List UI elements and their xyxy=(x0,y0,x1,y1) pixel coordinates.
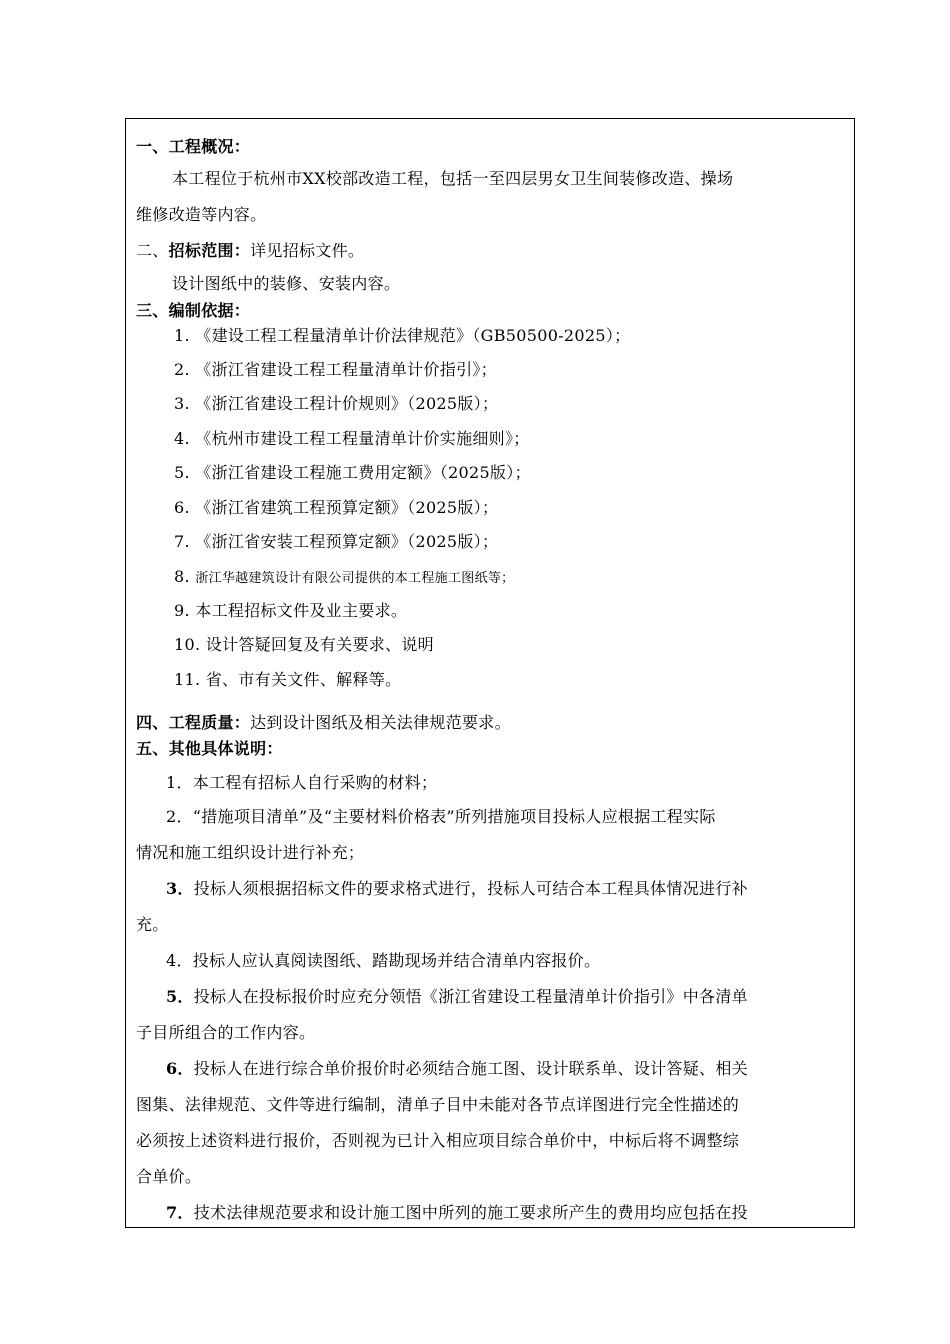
section-1-heading: 一、工程概况： xyxy=(136,137,251,156)
basis-item-text: 《建设工程工程量清单计价法律规范》（GB50500-2025）； xyxy=(195,326,631,345)
note-item-3 xyxy=(166,879,748,899)
basis-item-10 xyxy=(174,635,434,655)
note-item-6-continuation-1: 图集、法律规范、文件等进行编制，清单子目中未能对各节点详图进行完全性描述的 xyxy=(136,1095,740,1114)
note-item-2 xyxy=(166,807,716,827)
note-item-6-continuation-3: 合单价。 xyxy=(136,1167,202,1186)
document-frame xyxy=(125,118,855,1228)
basis-item-text: 《浙江省建设工程计价规则》（2025版）； xyxy=(195,394,499,413)
note-item-text: 技术法律规范要求和设计施工图中所列的施工要求所产生的费用均应包括在投 xyxy=(193,1203,748,1222)
note-item-number: 6． xyxy=(166,1059,194,1078)
section-1-paragraph-line-2: 维修改造等内容。 xyxy=(136,205,267,224)
note-item-text: 投标人在进行综合单价报价时必须结合施工图、设计联系单、设计答疑、相关 xyxy=(193,1059,748,1078)
basis-item-text: 《浙江省建设工程施工费用定额》（2025版）； xyxy=(195,463,531,482)
section-2-text: 详见招标文件。 xyxy=(250,241,365,260)
note-item-number: 7． xyxy=(166,1203,194,1222)
note-item-5 xyxy=(166,987,748,1007)
note-item-4 xyxy=(166,951,600,971)
note-item-5-continuation: 子目所组合的工作内容。 xyxy=(136,1023,316,1042)
note-item-2-continuation: 情况和施工组织设计进行补充； xyxy=(136,843,365,862)
basis-item-number: 5. xyxy=(174,463,190,482)
section-2-number: 二、 xyxy=(136,241,169,260)
note-item-text: 本工程有招标人自行采购的材料； xyxy=(192,773,438,792)
basis-item-text: 浙江华越建筑设计有限公司提供的本工程施工图纸等； xyxy=(195,571,515,586)
basis-item-8 xyxy=(174,567,514,589)
section-4-heading: 四、工程质量： xyxy=(136,713,251,732)
note-item-text: 投标人须根据招标文件的要求格式进行，投标人可结合本工程具体情况进行补 xyxy=(193,879,748,898)
note-item-6-continuation-2: 必须按上述资料进行报价，否则视为已计入相应项目综合单价中，中标后将不调整综 xyxy=(136,1131,740,1150)
basis-item-number: 1. xyxy=(174,326,190,345)
note-item-1 xyxy=(166,773,437,793)
basis-item-number: 10. xyxy=(174,635,201,654)
basis-item-number: 11. xyxy=(174,670,201,689)
note-item-6 xyxy=(166,1059,748,1079)
basis-item-text: 设计答疑回复及有关要求、说明 xyxy=(205,635,434,654)
note-item-text: “措施项目清单”及“主要材料价格表”所列措施项目投标人应根据工程实际 xyxy=(192,807,716,826)
basis-item-text: 本工程招标文件及业主要求。 xyxy=(195,601,408,620)
note-item-text: 投标人应认真阅读图纸、踏勘现场并结合清单内容报价。 xyxy=(192,951,601,970)
basis-item-number: 4. xyxy=(174,429,190,448)
section-2-paragraph: 设计图纸中的装修、安装内容。 xyxy=(172,274,401,293)
basis-item-6 xyxy=(174,498,498,518)
basis-item-2 xyxy=(174,360,497,380)
basis-item-text: 《浙江省安装工程预算定额》（2025版）； xyxy=(195,532,499,551)
note-item-number: 3． xyxy=(166,879,194,898)
section-3-heading: 三、编制依据： xyxy=(136,301,251,320)
section-4-text: 达到设计图纸及相关法律规范要求。 xyxy=(250,713,511,732)
section-2-heading: 招标范围： xyxy=(168,241,251,260)
section-2-line xyxy=(136,241,364,261)
note-item-text: 投标人在投标报价时应充分领悟《浙江省建设工程量清单计价指引》中各清单 xyxy=(193,987,748,1006)
note-item-number: 2． xyxy=(166,807,193,826)
basis-item-4 xyxy=(174,429,530,449)
section-5-heading: 五、其他具体说明： xyxy=(136,739,283,758)
section-4-line xyxy=(136,713,511,733)
note-item-number: 5． xyxy=(166,987,194,1006)
basis-item-number: 7. xyxy=(174,532,190,551)
basis-item-5 xyxy=(174,463,531,483)
basis-item-9 xyxy=(174,601,407,621)
basis-item-text: 《杭州市建设工程工程量清单计价实施细则》； xyxy=(195,429,530,448)
basis-item-text: 省、市有关文件、解释等。 xyxy=(205,670,402,689)
basis-item-number: 8. xyxy=(174,567,190,586)
basis-item-text: 《浙江省建设工程工程量清单计价指引》； xyxy=(195,360,497,379)
basis-item-11 xyxy=(174,670,401,690)
basis-item-3 xyxy=(174,394,498,414)
basis-item-7 xyxy=(174,532,498,552)
note-item-number: 4． xyxy=(166,951,193,970)
note-item-7 xyxy=(166,1203,748,1223)
basis-item-1 xyxy=(174,326,630,346)
basis-item-text: 《浙江省建筑工程预算定额》（2025版）； xyxy=(195,498,499,517)
basis-item-number: 2. xyxy=(174,360,190,379)
section-1-paragraph-line-1: 本工程位于杭州市XX校部改造工程，包括一至四层男女卫生间装修改造、操场 xyxy=(172,169,734,188)
basis-item-number: 6. xyxy=(174,498,190,517)
basis-item-number: 9. xyxy=(174,601,190,620)
note-item-3-continuation: 充。 xyxy=(136,915,169,934)
note-item-number: 1． xyxy=(166,773,193,792)
basis-item-number: 3. xyxy=(174,394,190,413)
